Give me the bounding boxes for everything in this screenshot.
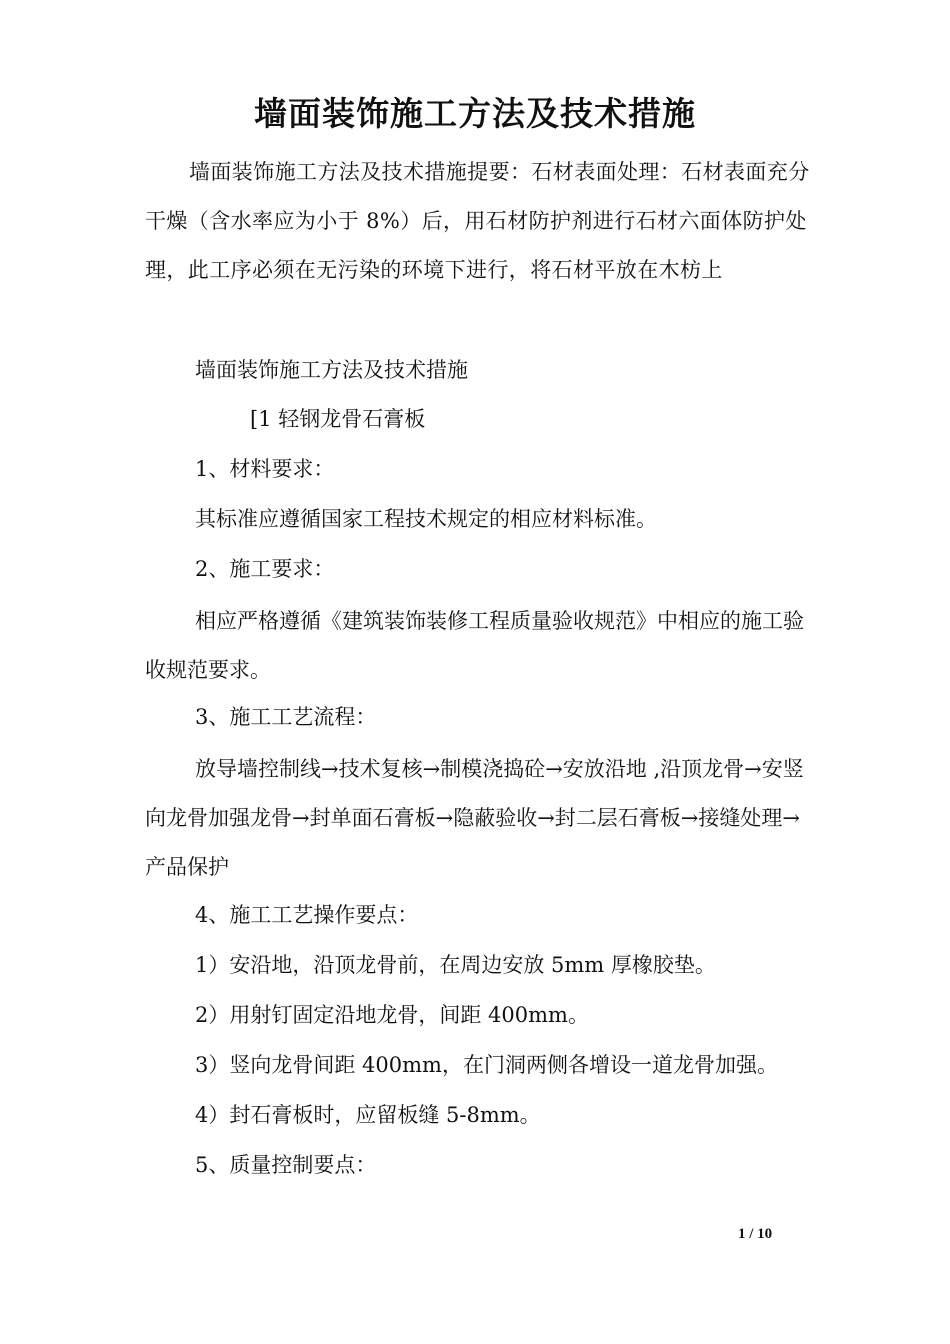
item-text-process: 放导墙控制线→技术复核→制模浇捣砼→安放沿地 ,沿顶龙骨→安竖向龙骨加强龙骨→封单面石膏板→隐蔽验收→封二层石膏板→接缝处理→产品保护	[145, 757, 804, 879]
operation-point-1: 1）安沿地，沿顶龙骨前，在周边安放 5mm 厚橡胶垫。	[195, 953, 716, 977]
document-title: 墙面装饰施工方法及技术措施	[254, 94, 696, 133]
operation-point-3: 3）竖向龙骨间距 400mm，在门洞两侧各增设一道龙骨加强。	[195, 1053, 778, 1077]
item-heading-materials: 1、材料要求：	[195, 457, 335, 481]
operation-point-4: 4）封石膏板时，应留板缝 5-8mm。	[195, 1103, 541, 1127]
item-heading-process: 3、施工工艺流程：	[195, 705, 377, 729]
subsection-title: [1 轻钢龙骨石膏板	[250, 407, 426, 431]
item-text-materials: 其标准应遵循国家工程技术规定的相应材料标准。	[195, 507, 657, 531]
item-heading-construction: 2、施工要求：	[195, 557, 335, 581]
page-number: 1 / 10	[738, 1226, 773, 1242]
item-heading-operation: 4、施工工艺操作要点：	[195, 903, 419, 927]
item-text-construction: 相应严格遵循《建筑装饰装修工程质量验收规范》中相应的施工验收规范要求。	[145, 609, 804, 682]
item-heading-quality: 5、质量控制要点：	[195, 1153, 377, 1177]
summary-paragraph: 墙面装饰施工方法及技术措施提要：石材表面处理：石材表面充分干燥（含水率应为小于 8%）后，用石材防护剂进行石材六面体防护处理，此工序必须在无污染的环境下进行，将石材平放在木枋上	[145, 160, 810, 282]
operation-point-2: 2）用射钉固定沿地龙骨，间距 400mm。	[195, 1003, 589, 1027]
section-title: 墙面装饰施工方法及技术措施	[195, 358, 468, 382]
